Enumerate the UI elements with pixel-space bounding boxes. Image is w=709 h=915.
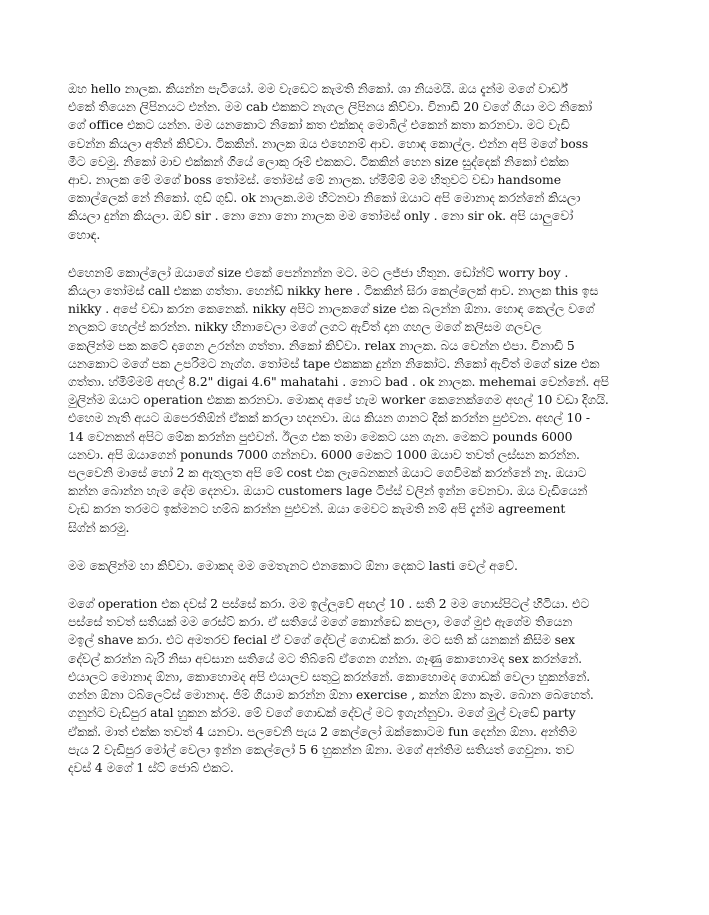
text-line: පැය 2 වැඩිපුර මෝල් වෙලා ඉන්න කෙල්ලෝ 5 6 හුකන්න ඕනා. මගේ අන්තිම සතියත් ගෙවුනා. තව xyxy=(68,741,575,757)
text-line: ගන්න ඕනා ටබ්ලෙට්ස් මොනාද. ජිම් ගියාම කරන්න ඕනා exercise , කන්න ඕනා කෑම. බොන බෙහෙත්. xyxy=(68,687,594,703)
text-line: වෙන්න කියලා අතින් කිව්වා. ටිකකින්. නාලක ඔය එහෙනම් ආව. හොඳ කොල්ල. එන්න අපි මගේ boss xyxy=(68,135,589,151)
text-line: සිග්න් කරමු. xyxy=(68,519,130,535)
text-line: හොඳ. xyxy=(68,226,101,242)
text-line: එහෙම නැති අයට ඔපෙරතිඕන් ඒකක් කරලා හදනවා. ඔය කියන ගානට දික් කරන්න පුළුවන. අඟල් 10 - xyxy=(68,410,590,426)
text-line: ඒකක්. මාත් එක්ක තවත් 4 යනවා. පලවෙනි පැය 2 කෙල්ලෝ ඔක්කොටම fun දෙන්න ඕනා. අන්තිම xyxy=(68,723,577,739)
text-line: කියලා තෝමස් call එකක ගත්තා. හෙන්ඩ් nikky here . ටිකකින් සිරා කෙල්ලෙක් ආව. නාලක this ඉස xyxy=(68,283,599,299)
paragraph-4 xyxy=(68,595,650,777)
text-line: කොල්ලෙක් නේ නිකෝ. ගුඩ් ගුඩ්. ok නාලක.මම හිටනවා නිකෝ ඔයාට අපි මොනාද කරන්නේ කියලා xyxy=(68,190,581,206)
text-line: 14 වෙනකන් අපිට මේක කරන්න පුළුවන්. ඊලග එක තමා මෙකට යන ගැන. මෙකට pounds 6000 xyxy=(68,428,573,444)
text-line: යනකොට මගේ පක උපරිමට නැග්ග. තෝමස් tape එකකක දුන්න නිකෝට. නිකෝ ඇවිත් මගේ size එක xyxy=(68,355,600,371)
text-line: කන්න බොන්න හැම දේම දෙනවා. ඔයාට customers lage ටිප්ස් වලින් ඉන්න වෙනවා. ඔය වැඩියෙන් xyxy=(68,483,588,499)
text-line: මගේ operation එක දවස් 2 පස්සේ කරා. මම ඉල්ලුවේ අඟල් 10 . සති 2 මම හොස්පිටල් හිටියා. එට xyxy=(68,596,590,612)
paragraph-2 xyxy=(68,264,650,537)
text-line: ආව. නාලක මේ මගේ boss තෝමස්. තෝමස් මේ නාලක. හ්මිම්ම් මම හිතුවට වඩා handsome xyxy=(68,172,561,188)
text-line: මීට වෙමු. නිකෝ මාව එක්කන් ගියේ ලොකු රූම් එකකට. ටිකකින් හෙන size සුද්දෙක් නිකෝ එක්ක xyxy=(68,153,569,169)
text-line: කෙලින්ම පක කටේ දාගෙන උරන්න ගත්තා. නිකෝ කිව්වා. relax නාලක. බය වෙන්න එපා. විනාඩි 5 xyxy=(68,337,575,353)
text-line: යනවා. අපි ඔයාගෙන් ponunds 7000 ගන්නවා. 6000 මෙකට 1000 ඔයාව තවත් ලස්සන කරන්න. xyxy=(68,446,580,462)
text-line: ඔහ hello නාලක. කියන්න පැටියෝ. මම වැඩෙට කැමති නිකෝ. ශා නියමයි. ඔය දැන්ම මගේ වාර්ඩ් xyxy=(68,81,568,96)
document-body xyxy=(68,68,650,777)
text-line: එයාලට මොනාද ඕනා, කොහොමද අපි එයාලව සතුටු කරන්නේ. කොහොමද ගොඩක් වෙලා හුකන්නේ. xyxy=(68,668,591,684)
text-line: nikky . අපේ වඩා කරන කෙනෙක්. nikky අපිට නාලකගේ size එක බලන්න ඕනා. හොඳ කෙල්ල වගේ xyxy=(68,301,595,317)
text-line: පස්සේ තවත් සතියක් මම රෙස්ට් කරා. ඒ සතියේ මගේ කොන්ඩෙ කපලා, මගේ මුළු ඇගේම තියෙන xyxy=(68,614,573,630)
text-line: මඉල් shave කරා. එට අමතරව fecial ඒ වගේ දේවල් ගොඩක් කරා. මට සති ක් යනකන් කිසිම sex xyxy=(68,632,575,648)
text-line: ගත්තා. හ්මිම්මම් අඟල් 8.2" digai 4.6" mahatahi . නොට bad . ok නාලක. mehemai වෙන්නේ. අපි xyxy=(68,374,609,390)
text-line: වැඩ කරන තරමට ඉක්මනට හම්බ කරන්න පුළුවන්. ඔයා මෙවට කැමති නම් අපි දැන්ම agreement xyxy=(68,501,566,517)
paragraph-3 xyxy=(68,557,650,575)
text-line: ගනුන්ට වැඩ්පුර atal හුකන ක්රම. මේ වගේ ගොඩක් දේවල් මට ඉගැන්නුවා. මගේ මුල් වැඩේ party xyxy=(68,705,576,721)
text-line: එහෙනම් කොල්ලෝ ඔයාගේ size එකේ පෙන්නන්න මට. මට ලජ්ජා හිතුන. ඩෝන්ට් worry boy . xyxy=(68,264,569,280)
text-line: නලකට හෙල්ප් කරන්න. nikky හිනාවෙලා මගේ ලගට ඇවිත් දාන ගහල මගේ කලිසම ගලවල xyxy=(68,319,542,335)
text-line: පලවෙනි මාසේ හෝ 2 ක ඇතුලත අපි මේ cost එක ලැබෙනකන් ඔයාට ගෙවිමක් කරන්නේ නෑ. ඔයාට xyxy=(68,465,587,481)
text-line: දේවල් කරන්න බැරි නිසා අවසාන සතියේ මට තිබ්බේ ඒගෙන ගන්න. ගෑණු කොහොමද sex කරන්නේ. xyxy=(68,650,582,666)
text-line: ගේ office එකට යන්න. මම යනකොට නිකෝ කත එක්කද මොබිල් එකෙන් කතා කරනවා. මට වැඩි xyxy=(68,117,570,133)
text-line: එකේ තියෙන ලිපිනයට එන්න. මම cab එකකට නැගල ලිපිනය කිව්වා. විනාඩි 20 වගේ ගියා මට නිකෝ xyxy=(68,99,592,115)
text-line: මම කෙලින්ම හා කිව්වා. මොකද මම මෙතැනට එනකොට ඕනා දෙකට lasti වෙල් අවේ. xyxy=(68,557,518,573)
paragraph-1 xyxy=(68,80,650,244)
text-line: මුලින්ම ඔයාට operation එකක කරනවා. මොකද අපේ හැම worker කෙනෙක්ගෙම අඟල් 10 වඩා දිගයි. xyxy=(68,392,609,408)
text-line: කියලා දුන්න කියලා. ඔව් sir . නො නො නො නාලක මම තෝමස් only . නො sir ok. අපි යාලුවෝ xyxy=(68,208,574,224)
text-line: දවස් 4 මගේ 1 ස්ට් ජොබ් එකට. xyxy=(68,759,234,775)
